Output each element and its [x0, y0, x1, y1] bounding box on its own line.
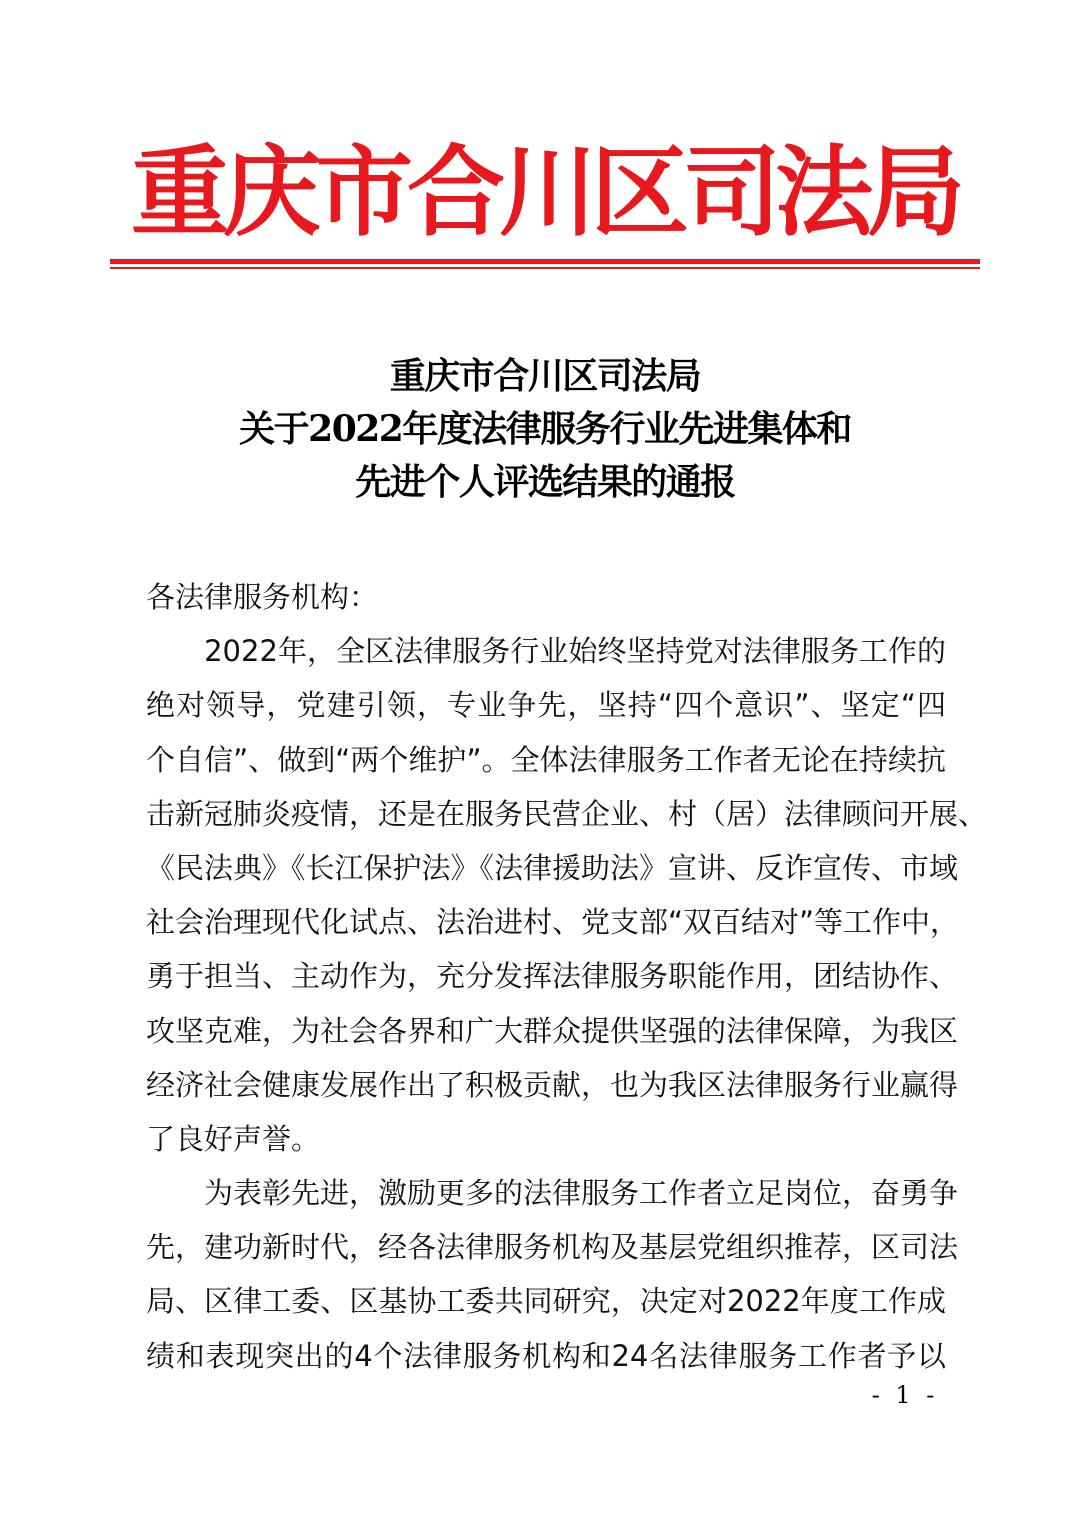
masthead-rule-thin [110, 267, 980, 269]
title-line-1: 重庆市合川区司法局 [389, 355, 701, 397]
salutation: 各法律服务机构： [146, 580, 379, 614]
body-line: 经济社会健康发展作出了积极贡献，也为我区法律服务行业赢得 [146, 1067, 959, 1102]
body-line: 绩和表现突出的4个法律服务机构和24名法律服务工作者予以 [146, 1338, 946, 1373]
document-title [110, 350, 980, 509]
body-line: 《民法典》《长江保护法》《法律援助法》宣讲、反诈宣传、市域 [146, 850, 959, 885]
body-line: 了良好声誉。 [146, 1121, 321, 1156]
masthead-rule-thick [110, 259, 980, 264]
body-line: 击新冠肺炎疫情，还是在服务民营企业、村（居）法律顾问开展、 [146, 796, 988, 831]
body-line: 为表彰先进，激励更多的法律服务工作者立足岗位，奋勇争 [146, 1176, 959, 1211]
title-line-3: 先进个人评选结果的通报 [355, 461, 735, 503]
page-number: - 1 - [871, 1381, 939, 1409]
document-body [146, 570, 988, 1383]
body-line: 局、区律工委、区基协工委共同研究，决定对2022年度工作成 [146, 1284, 946, 1319]
body-line: 先，建功新时代，经各法律服务机构及基层党组织推荐，区司法 [146, 1230, 959, 1265]
body-line: 绝对领导，党建引领，专业争先，坚持“四个意识”、坚定“四 [146, 688, 946, 723]
body-line: 个自信”、做到“两个维护”。全体法律服务工作者无论在持续抗 [146, 742, 946, 777]
masthead-title: 重庆市合川区司法局 [130, 136, 959, 250]
body-line: 社会治理现代化试点、法治进村、党支部“双百结对”等工作中， [146, 905, 960, 940]
title-line-2: 关于2022年度法律服务行业先进集体和 [239, 408, 851, 450]
body-line: 2022年，全区法律服务行业始终坚持党对法律服务工作的 [146, 634, 946, 669]
body-line: 勇于担当、主动作为，充分发挥法律服务职能作用，团结协作、 [146, 959, 959, 994]
body-line: 攻坚克难，为社会各界和广大群众提供坚强的法律保障，为我区 [146, 1013, 959, 1048]
